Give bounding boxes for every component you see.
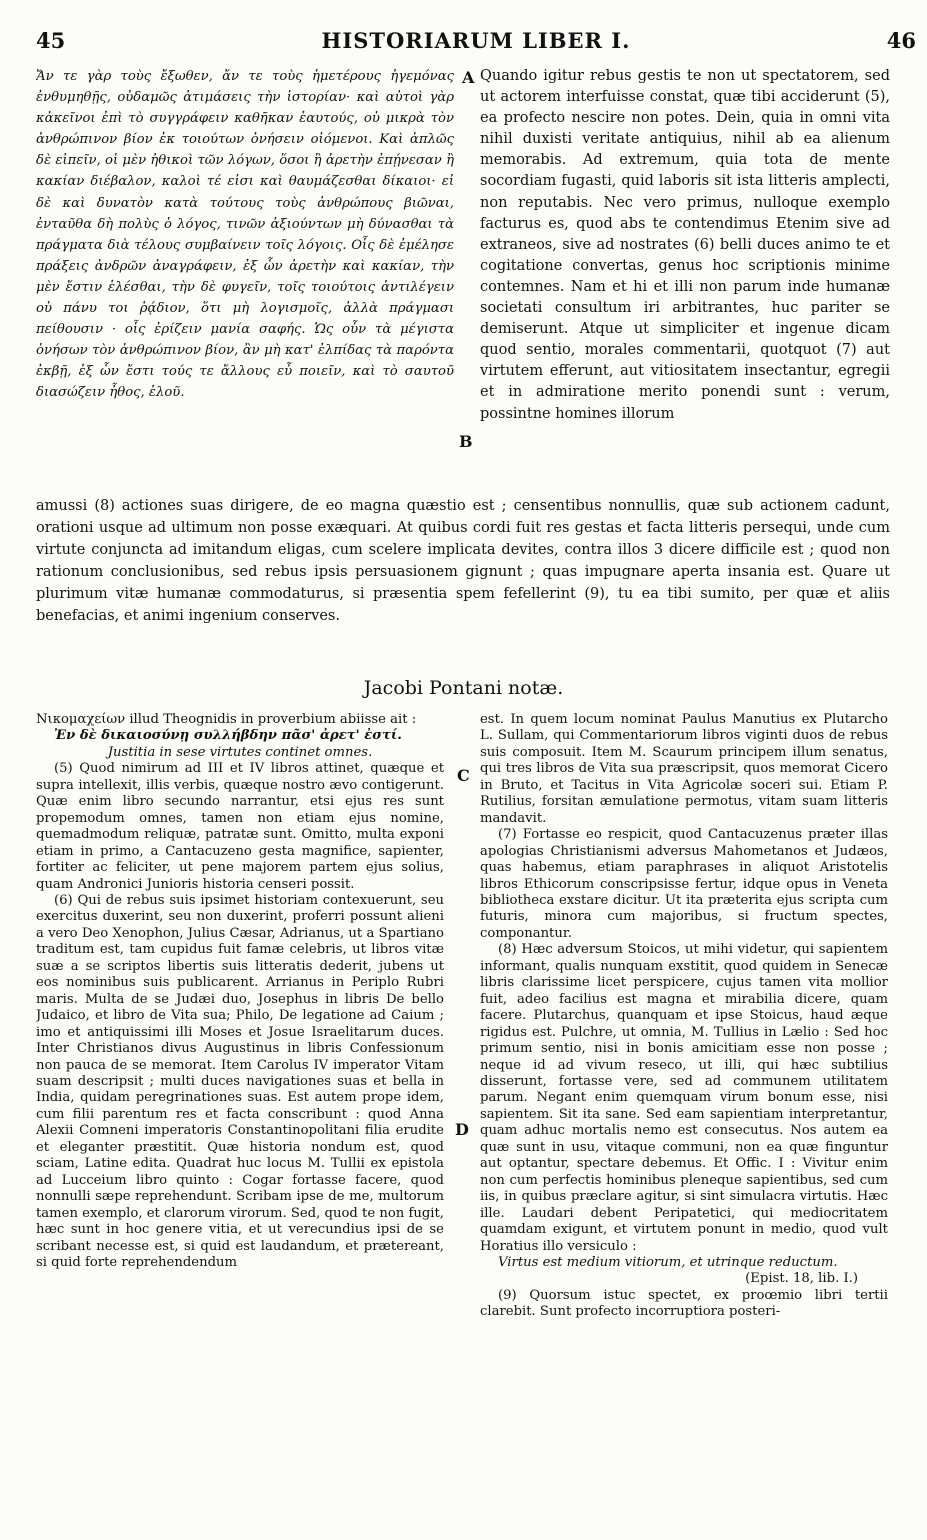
right-margin-number: 46	[886, 28, 916, 53]
note-6-continued: est. In quem locum nominat Paulus Manutius ex Plutarcho L. Sullam, qui Commentariorum libros viginti duos de rebus suis composuit. Item M. Scaurum principem illum senatus, qui tres libros de Vita sua præscripsit, quos memorat Cicero in Bruto, et Tacitus in Vita Agricolæ soceri sui. Etiam P. Rutilius, forsitan æmulatione permotus, vitam suam litteris mandavit.	[480, 712, 888, 826]
greek-quote: Ἐν δὲ δικαιοσύνῃ συλλήβδην πᾶσ' ἀρετ' ἐστί.	[54, 728, 402, 744]
note-intro: Νικομαχείων illud Theognidis in proverbium abiisse ait :	[36, 712, 417, 727]
latin-translation-column: Quando igitur rebus gestis te non ut spectatorem, sed ut actorem interfuisse constat, quæ tibi acciderunt (5), ea profecto nescire non potes. Dein, quia in omni vita nihil duxisti veritate antiquius, nihil ab ea alienum memorabis. Ad extremum, quia tota de mente socordiam fugasti, quid laboris sit ista litteris amplecti, non reputabis. Nec vero primus, nulloque exemplo facturus es, quod abs te contendimus Etenim sive ad extraneos, sive ad nostrates (6) belli duces animo te et cogitatione convertas, genus hoc scriptionis minime contemnes. Nam et hi et illi non parum inde humanæ societati consultum iri arbitrantes, huc pariter se demiserunt. Atque ut simpliciter et ingenue dicam quod sentio, morales commentarii, quotquot (7) aut virtutem efferunt, aut vitiositatem insectantur, egregii et in admiratione merito ponendi sunt : verum, possintne homines illorum	[480, 68, 890, 422]
margin-mark-c: C	[457, 766, 470, 785]
note-6: (6) Qui de rebus suis ipsimet historiam contexuerunt, seu exercitus duxerint, seu non duxerint, proferri possunt alieni a vero Deo Xenophon, Julius Cæsar, Adrianus, ut a Spartiano traditum est, tam cupidus fuit famæ celebris, ut libros vitæ suæ a se scriptos libertis suis litteratis dederit, jubens ut eos nominibus suis publicarent. Arrianus in Periplo Rubri maris. Multa de se Judæi duo, Josephus in libris De bello Judaico, et libro de Vita sua; Philo, De legatione ad Caium ; imo et antiquissimi illi Moses et Josue Israelitarum duces. Inter Christianos divus Augustinus in libris Confessionum non pauca de se memorat. Item Carolus IV imperator Vitam suam descripsit ; multi duces navigationes suas et bella in India, quidam peregrinationes suas. Est autem prope idem, cum filii parentum res et facta conscribunt : quod Anna Alexii Comneni imperatoris Constantinopolitani filia erudite et eleganter præstitit. Quæ historia nondum est, quod sciam, Latine edita. Quadrat huc locus M. Tullii ex epistola ad Lucceium libro quinto : Cogar fortasse facere, quod nonnulli sæpe reprehendunt. Scribam ipse de me, multorum tamen exemplo, et clarorum virorum. Sed, quod te non fugit, hæc sunt in hoc genere vitia, et ut verecundius ipsi de se scribant necesse est, si quid est laudandum, et prætereant, si quid forte reprehendendum	[36, 892, 444, 1270]
notes-right-column	[480, 712, 888, 1522]
note-8: (8) Hæc adversum Stoicos, ut mihi videtur, qui sapientem informant, qualis nunquam exstitit, quod quidem in Senecæ libris clarissime licet perspicere, cujus tamen vita mollior fuit, adeo facilius est magna et mirabilia dicere, quam facere. Plutarchus, quanquam et ipse Stoicus, haud æque rigidus est. Pulchre, ut omnia, M. Tullius in Lælio : Sed hoc primum sentio, nisi in bonis amicitiam esse non posse ; neque id ad vivum reseco, ut illi, qui hæc subtilius disserunt, fortasse vere, sed ad communem utilitatem parum. Negant enim quemquam virum bonum esse, nisi sapientem. Sit ita sane. Sed eam sapientiam interpretantur, quam adhuc mortalis nemo est consecutus. Nos autem ea quæ sunt in usu, vitaque communi, non ea quæ finguntur aut optantur, spectare debemus. Et Offic. I : Vivitur enim non cum perfectis hominibus pleneque sapientibus, sed cum iis, in quibus præclare agitur, si sint simulacra virtutis. Hæc ille. Laudari debent Peripatetici, qui mediocritatem quamdam exigunt, et virtutem ponunt in medio, quod vult Horatius illo versiculo :	[480, 942, 888, 1254]
note-5: (5) Quod nimirum ad III et IV libros attinet, quæque et supra intellexit, illis verbis, quæque nostro ævo contigerunt. Quæ enim libro secundo narrantur, etsi ejus res sunt propemodum omnes, tamen non etiam ejus nomine, quemadmodum reliquæ, patratæ sunt. Omitto, multa exponi etiam in primo, a Cantacuzeno gesta magnifice, sapienter, fortiter ac feliciter, ut pene majorem partem ejus solius, quam Andronici Junioris historia censeri possit.	[36, 761, 444, 892]
horace-verse: Virtus est medium vitiorum, et utrinque reductum.	[498, 1254, 838, 1270]
latin-quote: Justitia in sese virtutes continet omnes.	[107, 744, 373, 760]
greek-text-column: Ἄν τε γὰρ τοὺς ἔξωθεν, ἄν τε τοὺς ἡμετέρους ἡγεμόνας ἐνθυμηθῇς, οὐδαμῶς ἀτιμάσεις τὴν ἱστορίαν· καὶ αὐτοὶ γὰρ κἀκεῖνοι ἐπὶ τὸ συγγράφειν καθῆκαν ἑαυτούς, οὐ μικρὰ τὸν ἀνθρώπινον βίον ἐκ τοιούτων ὀνήσειν οἰόμενοι. Καὶ ἁπλῶς δὲ εἰπεῖν, οἱ μὲν ἠθικοὶ τῶν λόγων, ὅσοι ἢ ἀρετὴν ἐπῄνεσαν ἢ κακίαν διέβαλον, καλοὶ τέ εἰσι καὶ θαυμάζεσθαι δίκαιοι· εἰ δὲ καὶ δυνατὸν κατὰ τούτους τοὺς ἀνθρώπους βιῶναι, ἐνταῦθα δὴ πολὺς ὁ λόγος, τινῶν ἀξιούντων μὴ δύνασθαι τὰ πράγματα διὰ τέλους συμβαίνειν τοῖς λόγοις. Οἷς δὲ ἐμέλησε πράξεις ἀνδρῶν ἀναγράφειν, ἐξ ὧν ἀρετὴν καὶ κακίαν, τὴν μὲν ἔστιν ἑλέσθαι, τὴν δὲ φυγεῖν, τοῖς τοιούτοις ἀντιλέγειν οὐ πάνυ τοι ῥᾴδιον, ὅτι μὴ λογισμοῖς, ἀλλὰ πράγμασι πείθουσιν · οἷς ἐρίζειν μανία σαφής. Ὡς οὖν τὰ μέγιστα ὀνήσων τὸν ἀνθρώπινον βίον, ἂν μὴ κατ' ἐλπίδας τὰ παρόντα ἐκβῇ, ἐξ ὧν ἔστι τούς τε ἄλλους εὖ ποιεῖν, καὶ τὸ σαυτοῦ διασώζειν ἦθος, ἑλοῦ.	[36, 69, 454, 401]
note-7: (7) Fortasse eo respicit, quod Cantacuzenus præter illas apologias Christianismi adversus Mahometanos et Judæos, quas habemus, etiam paraphrases in aliquot Aristotelis libros Ethicorum conscripsisse fertur, idque opus in Veneta bibliotheca exstare dicitur. Ut ita præterita ejus scripta cum futuris, minora cum majoribus, si fructum spectes, componantur.	[480, 827, 888, 941]
notes-title: Jacobi Pontani notæ.	[363, 677, 564, 699]
note-9: (9) Quorsum istuc spectet, ex proœmio libri tertii clarebit. Sunt profecto incorruptiora posteri-	[480, 1287, 888, 1320]
page-header	[36, 28, 916, 60]
page-number: 45	[36, 28, 66, 53]
margin-mark-b: B	[459, 432, 473, 451]
margin-mark-a: A	[462, 68, 475, 87]
running-title: HISTORIARUM LIBER I.	[321, 28, 631, 53]
notes-left-column	[36, 712, 444, 1522]
margin-mark-d: D	[455, 1120, 469, 1139]
epistle-citation: (Epist. 18, lib. I.)	[745, 1271, 858, 1287]
latin-translation-continued: amussi (8) actiones suas dirigere, de eo magna quæstio est ; censentibus nonnullis, quæ sub actionem cadunt, orationi usque ad ultimum non posse exæquari. At quibus cordi fuit res gestas et facta litteris persequi, unde cum virtute conjuncta ad imitandum eligas, cum scelere implicata devites, contra illos 3 dicere difficile est ; quod non rationum conclusionibus, sed rebus ipsis persuasionem gignunt ; quas impugnare aperta insania est. Quare ut plurimum vitæ humanæ commodaturus, si præsentia spem fefellerint (9), tu ea tibi sumito, per quæ et aliis benefacias, et animi ingenium conserves.	[36, 498, 890, 624]
